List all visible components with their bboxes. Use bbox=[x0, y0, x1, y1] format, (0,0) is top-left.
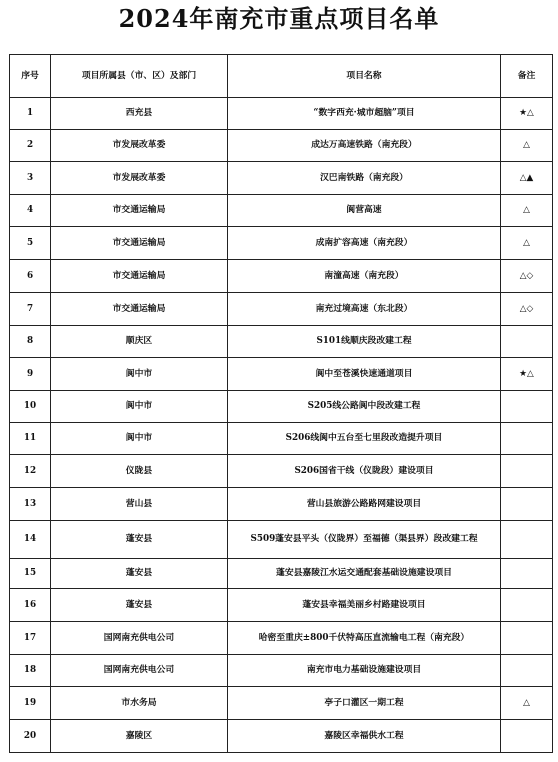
table-row bbox=[10, 423, 553, 455]
row-no: 14 bbox=[10, 521, 51, 559]
row-note: △ bbox=[501, 195, 553, 227]
header-note: 备注 bbox=[501, 55, 553, 98]
row-no: 11 bbox=[10, 423, 51, 455]
row-no: 16 bbox=[10, 589, 51, 622]
row-note bbox=[501, 391, 553, 423]
row-dept: 蓬安县 bbox=[51, 521, 228, 559]
row-project-name: 蓬安县幸福美丽乡村路建设项目 bbox=[228, 589, 501, 622]
row-no: 5 bbox=[10, 227, 51, 260]
table-row bbox=[10, 227, 553, 260]
row-project-name: 阆中至苍溪快速通道项目 bbox=[228, 358, 501, 391]
table-row bbox=[10, 687, 553, 720]
row-project-name: S101线顺庆段改建工程 bbox=[228, 326, 501, 358]
row-no: 7 bbox=[10, 293, 51, 326]
row-note bbox=[501, 488, 553, 521]
row-project-name: 营山县旅游公路路网建设项目 bbox=[228, 488, 501, 521]
row-dept: 蓬安县 bbox=[51, 559, 228, 589]
row-project-name: 嘉陵区幸福供水工程 bbox=[228, 720, 501, 753]
row-dept: 市交通运输局 bbox=[51, 293, 228, 326]
row-no: 9 bbox=[10, 358, 51, 391]
row-dept: 营山县 bbox=[51, 488, 228, 521]
row-note bbox=[501, 559, 553, 589]
row-note: △◇ bbox=[501, 293, 553, 326]
row-project-name: S206国省干线（仪陇段）建设项目 bbox=[228, 455, 501, 488]
row-no: 6 bbox=[10, 260, 51, 293]
row-no: 4 bbox=[10, 195, 51, 227]
row-project-name: “数字西充·城市超脑”项目 bbox=[228, 98, 501, 130]
row-note: △▲ bbox=[501, 162, 553, 195]
table-row bbox=[10, 521, 553, 559]
row-dept: 阆中市 bbox=[51, 391, 228, 423]
table-row bbox=[10, 559, 553, 589]
row-note bbox=[501, 423, 553, 455]
row-note: ★△ bbox=[501, 98, 553, 130]
row-dept: 市水务局 bbox=[51, 687, 228, 720]
row-project-name: S205线公路阆中段改建工程 bbox=[228, 391, 501, 423]
row-no: 20 bbox=[10, 720, 51, 753]
table-header-row bbox=[10, 55, 553, 98]
row-no: 17 bbox=[10, 622, 51, 655]
row-dept: 国网南充供电公司 bbox=[51, 622, 228, 655]
row-note: △ bbox=[501, 130, 553, 162]
row-note bbox=[501, 455, 553, 488]
row-dept: 市交通运输局 bbox=[51, 195, 228, 227]
table-row bbox=[10, 455, 553, 488]
project-table bbox=[9, 54, 553, 753]
row-note: ★△ bbox=[501, 358, 553, 391]
row-no: 15 bbox=[10, 559, 51, 589]
page-title: 2024年南充市重点项目名单 bbox=[118, 4, 440, 33]
row-no: 8 bbox=[10, 326, 51, 358]
table-row bbox=[10, 162, 553, 195]
row-no: 19 bbox=[10, 687, 51, 720]
row-no: 18 bbox=[10, 655, 51, 687]
row-dept: 市交通运输局 bbox=[51, 260, 228, 293]
row-no: 2 bbox=[10, 130, 51, 162]
table-row bbox=[10, 655, 553, 687]
header-no: 序号 bbox=[10, 55, 51, 98]
row-dept: 仪陇县 bbox=[51, 455, 228, 488]
row-project-name: 阆营高速 bbox=[228, 195, 501, 227]
table-row bbox=[10, 622, 553, 655]
table-body bbox=[10, 98, 553, 753]
row-no: 13 bbox=[10, 488, 51, 521]
table-row bbox=[10, 488, 553, 521]
row-note: △◇ bbox=[501, 260, 553, 293]
table-row bbox=[10, 260, 553, 293]
row-project-name: S509蓬安县平头（仪陇界）至福德（渠县界）段改建工程 bbox=[228, 521, 501, 559]
row-no: 10 bbox=[10, 391, 51, 423]
row-project-name: 蓬安县嘉陵江水运交通配套基础设施建设项目 bbox=[228, 559, 501, 589]
row-project-name: 南充过境高速（东北段） bbox=[228, 293, 501, 326]
row-dept: 市交通运输局 bbox=[51, 227, 228, 260]
table-row bbox=[10, 98, 553, 130]
row-dept: 阆中市 bbox=[51, 423, 228, 455]
table-row bbox=[10, 391, 553, 423]
row-project-name: 成达万高速铁路（南充段） bbox=[228, 130, 501, 162]
row-note bbox=[501, 589, 553, 622]
row-dept: 蓬安县 bbox=[51, 589, 228, 622]
table-row bbox=[10, 130, 553, 162]
row-note bbox=[501, 622, 553, 655]
row-no: 1 bbox=[10, 98, 51, 130]
table-row bbox=[10, 293, 553, 326]
row-project-name: S206线阆中五台至七里段改造提升项目 bbox=[228, 423, 501, 455]
row-dept: 国网南充供电公司 bbox=[51, 655, 228, 687]
row-note: △ bbox=[501, 227, 553, 260]
row-project-name: 亭子口灌区一期工程 bbox=[228, 687, 501, 720]
row-note bbox=[501, 655, 553, 687]
row-dept: 顺庆区 bbox=[51, 326, 228, 358]
row-no: 12 bbox=[10, 455, 51, 488]
row-project-name: 汉巴南铁路（南充段） bbox=[228, 162, 501, 195]
table-row bbox=[10, 195, 553, 227]
header-name: 项目名称 bbox=[228, 55, 501, 98]
row-note bbox=[501, 720, 553, 753]
row-dept: 阆中市 bbox=[51, 358, 228, 391]
row-dept: 嘉陵区 bbox=[51, 720, 228, 753]
row-project-name: 南充市电力基础设施建设项目 bbox=[228, 655, 501, 687]
table-row bbox=[10, 720, 553, 753]
header-dept: 项目所属县（市、区）及部门 bbox=[51, 55, 228, 98]
row-note bbox=[501, 326, 553, 358]
row-note bbox=[501, 521, 553, 559]
table-row bbox=[10, 589, 553, 622]
row-project-name: 成南扩容高速（南充段） bbox=[228, 227, 501, 260]
table-row bbox=[10, 326, 553, 358]
row-dept: 西充县 bbox=[51, 98, 228, 130]
row-note: △ bbox=[501, 687, 553, 720]
table-row bbox=[10, 358, 553, 391]
row-dept: 市发展改革委 bbox=[51, 130, 228, 162]
row-dept: 市发展改革委 bbox=[51, 162, 228, 195]
row-project-name: 哈密至重庆±800千伏特高压直流输电工程（南充段） bbox=[228, 622, 501, 655]
row-no: 3 bbox=[10, 162, 51, 195]
row-project-name: 南潼高速（南充段） bbox=[228, 260, 501, 293]
